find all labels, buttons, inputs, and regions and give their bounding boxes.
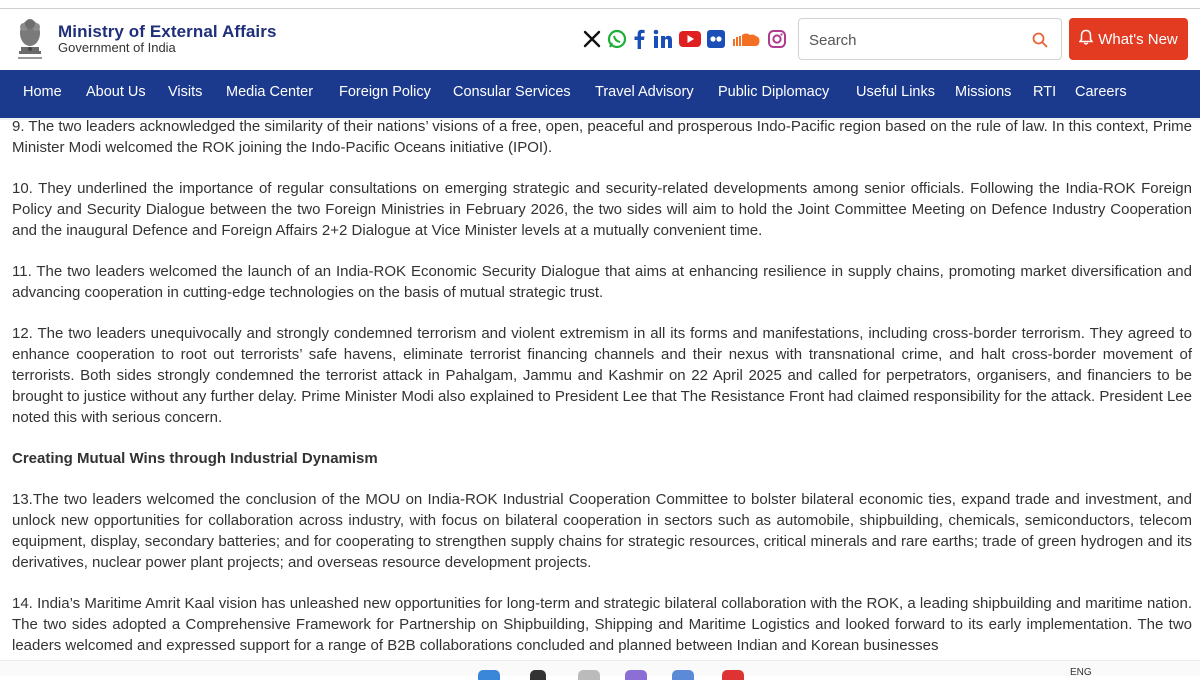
main-navigation <box>0 70 1200 120</box>
flickr-icon[interactable] <box>706 27 726 51</box>
site-subtitle: Government of India <box>58 40 176 55</box>
paragraph-11: 11. The two leaders welcomed the launch of an India-ROK Economic Security Dialogue that aims at enhancing resilience in supply chains, promoting market diversification and advancing cooperation in cutting-edge technologies on the basis of mutual strategic trust. <box>12 263 1192 301</box>
site-header <box>0 9 1200 69</box>
search-input[interactable] <box>807 27 1031 53</box>
national-emblem-logo[interactable] <box>12 13 48 65</box>
nav-item-consular-services[interactable]: Consular Services <box>453 84 571 100</box>
paragraph-10: 10. They underlined the importance of regular consultations on emerging strategic and security-related developments among senior officials. Following the India-ROK Foreign Policy and Security Dialogue between the two Foreign Ministries in February 2026, the two sides will aim to hold the Joint Committee Meeting on Defence Industry Cooperation and the inaugural Defence and Foreign Affairs 2+2 Dialogue at Vice Minister levels at a mutually convenient time. <box>12 180 1192 239</box>
section-heading: Creating Mutual Wins through Industrial Dynamism <box>12 449 378 467</box>
facebook-icon[interactable] <box>632 27 646 51</box>
language-indicator[interactable]: ENG <box>1070 667 1092 678</box>
browser-top-strip <box>0 0 1200 9</box>
nav-item-rti[interactable]: RTI <box>1033 84 1057 100</box>
nav-item-missions[interactable]: Missions <box>955 84 1012 100</box>
whats-new-button[interactable] <box>1069 18 1188 60</box>
linkedin-icon[interactable] <box>652 27 674 51</box>
nav-item-careers[interactable]: Careers <box>1075 84 1127 100</box>
paragraph-13: 13.The two leaders welcomed the conclusion of the MOU on India-ROK Industrial Cooperation Committee to bolster bilateral economic ties, expand trade and investment, and unlock new opportunities for collaboration across industry, with focus on bilateral cooperation in sectors such as automobile, shipbuilding, chemicals, semiconductors, telecom equipment, display, secondary batteries; and for cooperating to strengthen supply chains for strategic resources, critical minerals and rare earths; trade of green hydrogen and its derivatives, nuclear power plant projects; and overseas resource development projects. <box>12 491 1192 571</box>
task-view-icon[interactable] <box>578 670 600 680</box>
nav-item-about-us[interactable]: About Us <box>86 84 146 100</box>
nav-item-foreign-policy[interactable]: Foreign Policy <box>339 84 431 100</box>
nav-item-media-center[interactable]: Media Center <box>226 84 314 100</box>
browser-taskbar-icon[interactable] <box>672 670 694 680</box>
nav-item-home[interactable]: Home <box>23 84 62 100</box>
instagram-icon[interactable] <box>766 27 788 51</box>
nav-item-visits[interactable]: Visits <box>168 84 203 100</box>
soundcloud-icon[interactable] <box>731 27 761 51</box>
nav-item-useful-links[interactable]: Useful Links <box>856 84 935 100</box>
search-taskbar-icon[interactable] <box>530 670 546 680</box>
os-taskbar <box>0 660 1200 676</box>
search-box[interactable] <box>798 18 1062 60</box>
whats-new-label: What's New <box>1098 30 1178 48</box>
paragraph-9: 9. The two leaders acknowledged the similarity of their nations’ visions of a free, open, peaceful and prosperous Indo-Pacific region based on the rule of law. In this context, Prime Minister Modi welcomed the ROK joining the Indo-Pacific Oceans initiative (IPOI). <box>12 118 1192 156</box>
article-content <box>12 117 1192 677</box>
windows-start-icon[interactable] <box>478 670 500 680</box>
paragraph-14: 14. India’s Maritime Amrit Kaal vision has unleashed new opportunities for long-term and strategic bilateral collaboration with the ROK, a leading shipbuilding and maritime nation. The two sides adopted a Comprehensive Framework for Partnership on Shipbuilding, Shipping and Maritime Logistics and looked forward to its early implementation. The two leaders welcomed and expressed support for a range of B2B collaborations concluded and planned between Indian and Korean businesses <box>12 595 1192 654</box>
paragraph-12: 12. The two leaders unequivocally and strongly condemned terrorism and violent extremism in all its forms and manifestations, including cross-border terrorism. They agreed to enhance cooperation to root out terrorists’ safe havens, eliminate terrorist financing channels and their nexus with transnational crime, and halt cross-border movement of terrorists. Both sides strongly condemned the terrorist attack in Pahalgam, Jammu and Kashmir on 22 April 2025 and called for perpetrators, organisers, and financiers to be brought to justice without any further delay. Prime Minister Modi also explained to President Lee that The Resistance Front had claimed responsibility for the attack. President Lee noted this with serious concern. <box>12 325 1192 426</box>
nav-item-public-diplomacy[interactable]: Public Diplomacy <box>718 84 830 100</box>
nav-item-travel-advisory[interactable]: Travel Advisory <box>595 84 694 100</box>
search-icon[interactable] <box>1031 31 1049 49</box>
bell-icon <box>1079 29 1093 49</box>
app-red-taskbar-icon[interactable] <box>722 670 744 680</box>
site-title[interactable]: Ministry of External Affairs <box>58 22 277 41</box>
whatsapp-icon[interactable] <box>606 27 628 51</box>
x-icon[interactable] <box>582 27 602 51</box>
app-taskbar-icon[interactable] <box>625 670 647 680</box>
youtube-icon[interactable] <box>678 27 702 51</box>
